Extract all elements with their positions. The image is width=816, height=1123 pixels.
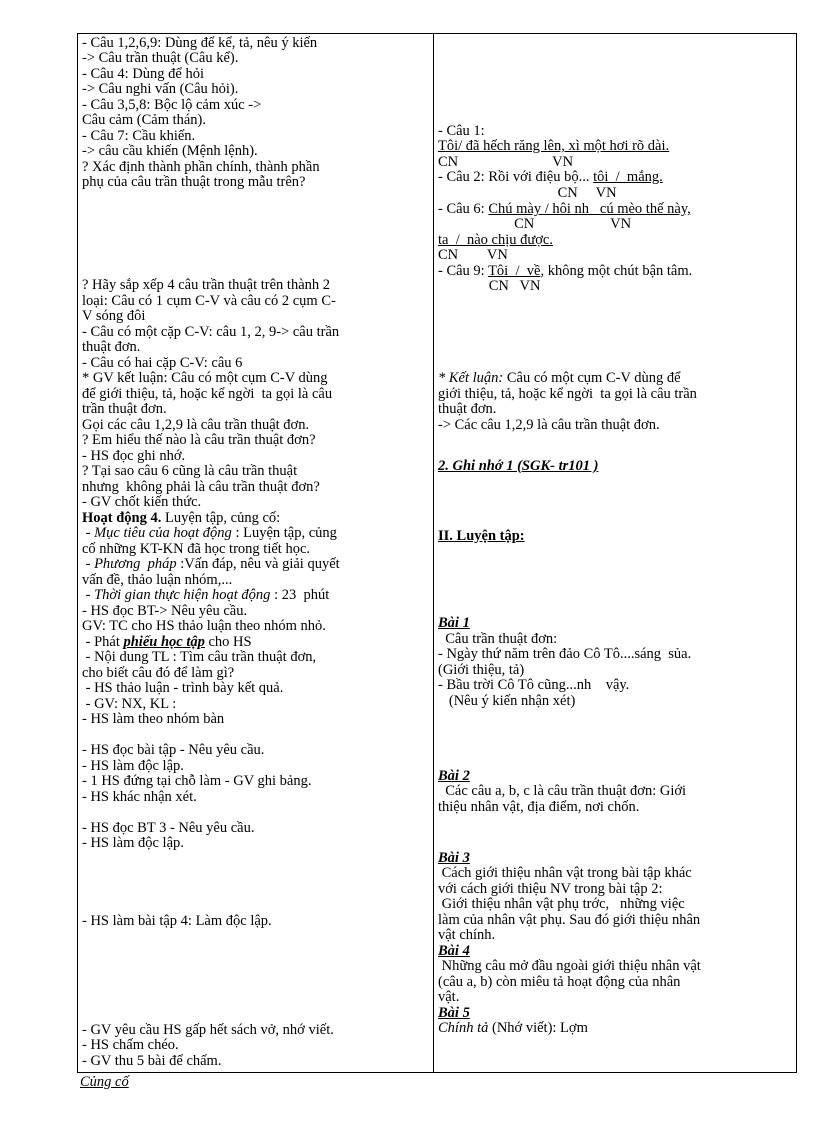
text-line: Những câu mở đầu ngoài giới thiệu nhân vật	[438, 958, 701, 974]
text-line: Các câu a, b, c là câu trần thuật đơn: Giới	[438, 783, 687, 799]
text-line: Câu trần thuật đơn:	[438, 631, 558, 647]
conclusion-label: * Kết luận:	[438, 370, 504, 386]
activity-heading-label: Hoạt động 4.	[82, 510, 162, 526]
dictation-text: (Nhớ viết): Lợm	[488, 1020, 588, 1036]
sentence-prefix: - Câu 9:	[438, 263, 489, 279]
text-line: Cách giới thiệu nhân vật trong bài tập khác	[438, 865, 692, 881]
lesson-table	[77, 33, 797, 1073]
method-label: - Phương pháp	[82, 556, 177, 572]
subject-predicate-marks: CN VN	[438, 278, 541, 294]
text-line: - Câu 1:	[438, 123, 485, 139]
text-line: với cách giới thiệu NV trong bài tập 2:	[438, 881, 663, 897]
text-line: - Bầu trời Cô Tô cũng...nh vậy.	[438, 677, 630, 693]
exercise-5-heading: Bài 5	[438, 1005, 470, 1021]
text-line: -> Câu trần thuật (Câu kể).	[82, 50, 239, 66]
text-line: - GV: NX, KL :	[82, 696, 177, 712]
dictation-line	[438, 1021, 792, 1037]
subject-predicate-marks: CN VN	[438, 185, 617, 201]
text-line: thuật đơn.	[438, 401, 497, 417]
consolidation-note: Củng cố	[80, 1074, 129, 1090]
memory-note-heading: 2. Ghi nhớ 1 (SGK- tr101 )	[438, 458, 599, 474]
text-line: - HS làm bài tập 4: Làm độc lập.	[82, 913, 272, 929]
text-line: - HS làm độc lập.	[82, 835, 184, 851]
text-line: - HS làm theo nhóm bàn	[82, 711, 225, 727]
text-line: - HS chấm chéo.	[82, 1037, 179, 1053]
text-line: - GV chốt kiến thức.	[82, 494, 202, 510]
dictation-label: Chính tả	[438, 1020, 489, 1036]
text-line: loại: Câu có 1 cụm C-V và câu có 2 cụm C-	[82, 293, 336, 309]
text-line: - HS khác nhận xét.	[82, 789, 197, 805]
method-line	[82, 557, 428, 573]
sentence-analysis: Tôi/ đã hếch răng lên, xì một hơi rõ dài.	[438, 138, 670, 154]
text-line: - HS thảo luận - trình bày kết quả.	[82, 680, 284, 696]
subject-predicate-marks: CN VN	[438, 247, 508, 263]
worksheet-term: phiếu học tập	[123, 634, 205, 650]
text-line: vấn đề, thảo luận nhóm,...	[82, 572, 233, 588]
text-line: ? Xác định thành phần chính, thành phần	[82, 159, 320, 175]
sentence-analysis: tôi / mắng.	[593, 169, 663, 185]
sentence-analysis: Tôi / về	[488, 263, 541, 279]
text-line: ? Em hiểu thế nào là câu trần thuật đơn?	[82, 432, 316, 448]
text-line: - Câu có một cặp C-V: câu 1, 2, 9-> câu trần	[82, 324, 340, 340]
sentence-analysis: ta / nào chịu được.	[438, 232, 553, 248]
duration-label: - Thời gian thực hiện hoạt động	[82, 587, 271, 603]
text-line: vật.	[438, 989, 460, 1005]
text-line: - Câu có hai cặp C-V: câu 6	[82, 355, 243, 371]
text-line: - HS đọc ghi nhớ.	[82, 448, 186, 464]
exercise-3-heading: Bài 3	[438, 850, 470, 866]
exercise-4-heading: Bài 4	[438, 943, 470, 959]
text-line: để giới thiệu, tả, hoặc kể ngời ta gọi là câu	[82, 386, 333, 402]
activity-heading-text: Luyện tập, củng cố:	[161, 510, 281, 526]
text-line: thiệu nhân vật, địa điểm, nơi chốn.	[438, 799, 640, 815]
subject-predicate-marks: CN VN	[438, 216, 632, 232]
duration-text: : 23 phút	[270, 587, 330, 603]
text-line: - Ngày thứ năm trên đảo Cô Tô....sáng sủa.	[438, 646, 692, 662]
text-line: Câu cảm (Cảm thán).	[82, 112, 207, 128]
text-line: V sóng đôi	[82, 308, 146, 324]
sentence-rest: , không một chút bận tâm.	[540, 263, 693, 279]
exercise-1-heading: Bài 1	[438, 615, 470, 631]
text-line: - Câu 3,5,8: Bộc lộ cảm xúc ->	[82, 97, 262, 113]
subject-predicate-marks: CN VN	[438, 154, 574, 170]
text-line: - 1 HS đứng tại chỗ làm - GV ghi bảng.	[82, 773, 312, 789]
text-line: - Câu 7: Cầu khiến.	[82, 128, 196, 144]
text-line: - Câu 4: Dùng để hỏi	[82, 66, 205, 82]
worksheet-pre: - Phát	[82, 634, 124, 650]
text-line: - HS đọc BT-> Nêu yêu cầu.	[82, 603, 248, 619]
column-divider	[433, 34, 434, 1072]
text-line: Giới thiệu nhân vật phụ trớc, những việc	[438, 896, 685, 912]
text-line: - Nội dung TL : Tìm câu trần thuật đơn,	[82, 649, 317, 665]
text-line: -> câu cầu khiến (Mệnh lệnh).	[82, 143, 258, 159]
text-line: thuật đơn.	[82, 339, 141, 355]
text-line: -> Các câu 1,2,9 là câu trần thuật đơn.	[438, 417, 660, 433]
conclusion-text: Câu có một cụm C-V dùng để	[503, 370, 681, 386]
method-text: :Vấn đáp, nêu và giải quyết	[176, 556, 340, 572]
sentence-prefix: - Câu 6:	[438, 201, 489, 217]
conclusion-line	[438, 371, 792, 387]
text-line: - HS đọc BT 3 - Nêu yêu cầu.	[82, 820, 255, 836]
objective-line	[82, 526, 428, 542]
practice-heading: II. Luyện tập:	[438, 528, 525, 544]
text-line: (Giới thiệu, tả)	[438, 662, 525, 678]
text-line: ? Tại sao câu 6 cũng là câu trần thuật	[82, 463, 298, 479]
text-line: phụ của câu trần thuật trong mẫu trên?	[82, 174, 306, 190]
text-line: giới thiệu, tả, hoặc kể ngời ta gọi là câu trần	[438, 386, 697, 402]
objective-text: : Luyện tập, củng	[231, 525, 337, 541]
text-line: làm của nhân vật phụ. Sau đó giới thiệu nhân	[438, 912, 701, 928]
text-line: Gọi các câu 1,2,9 là câu trần thuật đơn.	[82, 417, 310, 433]
sentence-line	[438, 170, 792, 186]
text-line: - GV thu 5 bài để chấm.	[82, 1053, 222, 1069]
text-line: - Câu 1,2,6,9: Dùng để kể, tả, nêu ý kiến	[82, 35, 318, 51]
duration-line	[82, 588, 428, 604]
text-line: nhưng không phải là câu trần thuật đơn?	[82, 479, 320, 495]
text-line: - GV yêu cầu HS gấp hết sách vở, nhớ viết.	[82, 1022, 334, 1038]
text-line: (câu a, b) còn miêu tả hoạt động của nhân	[438, 974, 681, 990]
worksheet-post: cho HS	[204, 634, 252, 650]
text-line: - HS làm độc lập.	[82, 758, 184, 774]
text-line: -> Câu nghi vấn (Câu hỏi).	[82, 81, 239, 97]
sentence-prefix: - Câu 2: Rồi với điệu bộ...	[438, 169, 594, 185]
text-line: ? Hãy sắp xếp 4 câu trần thuật trên thành 2	[82, 277, 331, 293]
text-line: * GV kết luận: Câu có một cụm C-V dùng	[82, 370, 328, 386]
sentence-analysis: Chú mày / hôi nh cú mèo thế này,	[488, 201, 691, 217]
text-line: cho biết câu đó để làm gì?	[82, 665, 235, 681]
exercise-2-heading: Bài 2	[438, 768, 470, 784]
text-line: vật chính.	[438, 927, 496, 943]
text-line: GV: TC cho HS thảo luận theo nhóm nhỏ.	[82, 618, 326, 634]
text-line: - HS đọc bài tập - Nêu yêu cầu.	[82, 742, 265, 758]
objective-label: - Mục tiêu của hoạt động	[82, 525, 232, 541]
text-line: trần thuật đơn.	[82, 401, 167, 417]
text-line: (Nêu ý kiến nhận xét)	[438, 693, 576, 709]
text-line: cố những KT-KN đã học trong tiết học.	[82, 541, 310, 557]
